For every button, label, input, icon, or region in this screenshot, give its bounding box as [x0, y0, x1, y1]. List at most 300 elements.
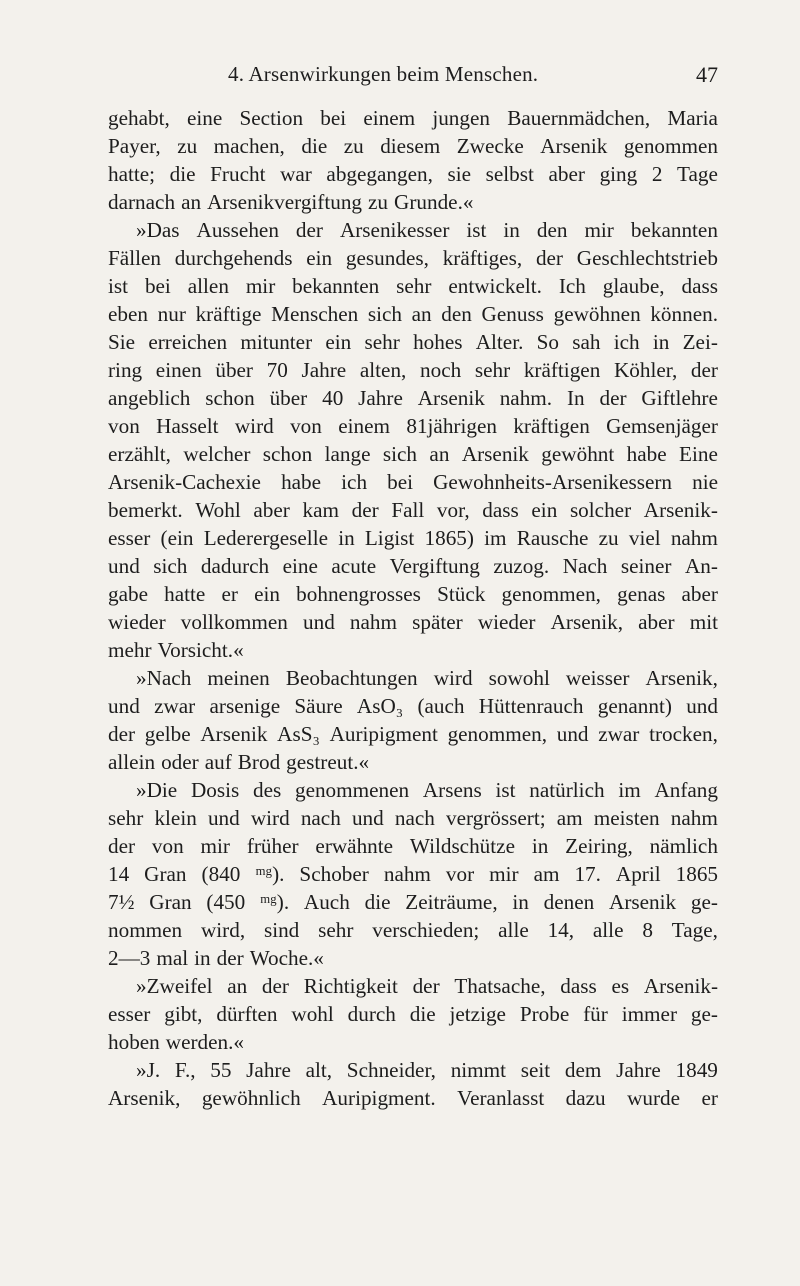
- word: ist: [495, 778, 516, 802]
- text-line: [108, 776, 718, 804]
- word: die: [364, 890, 391, 914]
- word: 8: [642, 918, 653, 942]
- word: Tage: [677, 162, 718, 186]
- word: Jahre: [246, 1058, 291, 1082]
- word: Auch: [303, 890, 350, 914]
- word: Arsenik: [461, 442, 529, 466]
- word: Arsenik: [200, 722, 268, 746]
- word: Arsenikesser: [339, 218, 450, 242]
- word: in: [194, 946, 211, 970]
- word: der: [261, 974, 289, 998]
- word: Gran: [144, 862, 187, 886]
- word: nahm: [349, 610, 397, 634]
- word: ge-: [690, 1002, 718, 1026]
- word: den: [441, 302, 472, 326]
- word: mir: [584, 218, 614, 242]
- word: wird: [234, 414, 274, 438]
- word: hohes: [413, 330, 463, 354]
- word: genommen,: [501, 582, 601, 606]
- word: Arsenik-: [643, 498, 718, 522]
- word: Bauernmädchen,: [507, 106, 651, 130]
- word: Eine: [679, 442, 718, 466]
- word: Grunde.«: [394, 190, 474, 214]
- word: Schober: [299, 862, 369, 886]
- word: 1865: [675, 862, 718, 886]
- word: genas: [617, 582, 666, 606]
- text-line: [108, 720, 718, 748]
- word: können.: [650, 302, 718, 326]
- word: machen,: [213, 134, 285, 158]
- word: Wildschütze: [409, 834, 515, 858]
- word: wieder: [477, 610, 536, 634]
- word: Auripigment: [329, 722, 438, 746]
- word: und: [207, 806, 240, 830]
- word: Arsenik,: [550, 610, 624, 634]
- word: mir: [245, 274, 276, 298]
- word: kräftiges,: [442, 246, 523, 270]
- text-line: [108, 888, 718, 916]
- word: Beobachtungen: [285, 666, 418, 690]
- word: schon: [205, 386, 255, 410]
- word: war: [280, 162, 312, 186]
- word: 1849: [675, 1058, 718, 1082]
- word: ein: [325, 330, 352, 354]
- text-line: [108, 664, 718, 692]
- word: ich: [341, 470, 368, 494]
- word: wurde: [627, 1086, 681, 1110]
- word: trocken,: [649, 722, 718, 746]
- word: Menschen: [271, 302, 359, 326]
- word: Gewohnheits-Arsenikessern: [433, 470, 673, 494]
- word: mir: [200, 834, 230, 858]
- text-line: [108, 1056, 718, 1084]
- word: allen: [187, 274, 229, 298]
- word: dem: [564, 1058, 602, 1082]
- word: dazu: [565, 1086, 606, 1110]
- word: der: [108, 834, 136, 858]
- word: acute: [331, 554, 377, 578]
- word: eben: [108, 302, 148, 326]
- word: der: [108, 722, 136, 746]
- word: AsS₃: [277, 722, 320, 746]
- word: nach: [300, 806, 341, 830]
- word: und: [108, 694, 140, 718]
- word: meisten: [593, 806, 660, 830]
- text-line: [108, 832, 718, 860]
- word: gehabt,: [108, 106, 170, 130]
- word: ein: [254, 582, 281, 606]
- text-line: [108, 608, 718, 636]
- word: Arsenik: [609, 890, 677, 914]
- text-line: [108, 328, 718, 356]
- word: weisser: [565, 666, 630, 690]
- word: aber: [548, 162, 585, 186]
- word: gewöhnen: [553, 302, 641, 326]
- word: 17.: [574, 862, 601, 886]
- word: über: [269, 386, 308, 410]
- word: »Zweifel: [136, 974, 213, 998]
- word: Maria: [667, 106, 718, 130]
- word: gelbe: [144, 722, 191, 746]
- word: nur: [157, 302, 186, 326]
- word: zuzog.: [493, 554, 550, 578]
- word: zu: [177, 134, 198, 158]
- word: sehr: [108, 806, 144, 830]
- word: esser: [108, 526, 151, 550]
- word: habe: [281, 470, 322, 494]
- word: zu: [368, 190, 389, 214]
- word: mir: [489, 862, 519, 886]
- text-line: [108, 552, 718, 580]
- word: nahm: [670, 526, 718, 550]
- text-line: [108, 272, 718, 300]
- word: ich: [613, 330, 640, 354]
- word: nahm.: [499, 386, 553, 410]
- word: Veranlasst: [457, 1086, 545, 1110]
- word: natürlich: [529, 778, 605, 802]
- word: des: [252, 778, 282, 802]
- word: Gemsenjäger: [606, 414, 718, 438]
- word: welcher: [183, 442, 251, 466]
- word: In: [566, 386, 585, 410]
- word: kräftigen: [523, 358, 601, 382]
- word: dass: [681, 274, 718, 298]
- word: wieder: [108, 610, 166, 634]
- word: 14,: [547, 918, 575, 942]
- word: Schneider,: [346, 1058, 436, 1082]
- word: Arsens: [422, 778, 482, 802]
- word: sehr: [318, 918, 354, 942]
- word: »Nach: [136, 666, 192, 690]
- word: Lederergeselle: [203, 526, 328, 550]
- word: Wohl: [195, 498, 241, 522]
- word: »Die: [136, 778, 178, 802]
- word: gibt,: [164, 1002, 203, 1026]
- word: 70: [266, 358, 288, 382]
- word: »J.: [136, 1058, 161, 1082]
- word: Brod: [237, 750, 281, 774]
- word: Anfang: [654, 778, 718, 802]
- word: im: [484, 526, 507, 550]
- word: gestreut.«: [286, 750, 370, 774]
- word: die: [409, 1002, 436, 1026]
- word: lange: [324, 442, 371, 466]
- word: alten,: [359, 358, 407, 382]
- word: habe: [626, 442, 667, 466]
- word: in: [503, 218, 520, 242]
- word: die: [301, 134, 328, 158]
- word: Gran: [149, 890, 192, 914]
- text-line: [108, 636, 718, 664]
- word: und: [303, 610, 335, 634]
- word: für: [583, 1002, 608, 1026]
- word: in: [531, 834, 549, 858]
- word: (450: [206, 890, 246, 914]
- word: vollkommen: [180, 610, 288, 634]
- word: Probe: [519, 1002, 570, 1026]
- word: selbst: [485, 162, 534, 186]
- word: viel: [628, 526, 661, 550]
- text-line: [108, 244, 718, 272]
- word: Vorsicht.«: [157, 638, 244, 662]
- word: Köhler,: [613, 358, 678, 382]
- word: von: [151, 834, 184, 858]
- word: die: [169, 162, 196, 186]
- word: bei: [387, 470, 414, 494]
- word: der: [535, 246, 563, 270]
- text-line: [108, 496, 718, 524]
- word: (840: [201, 862, 241, 886]
- word: Fall: [391, 498, 425, 522]
- text-line: [108, 300, 718, 328]
- word: seiner: [620, 554, 672, 578]
- word: aber: [253, 498, 290, 522]
- word: einen: [155, 358, 202, 382]
- word: vergrössert;: [445, 806, 546, 830]
- word: früher: [246, 834, 299, 858]
- word: abgegangen,: [326, 162, 433, 186]
- word: Aussehen: [196, 218, 279, 242]
- word: ge-: [690, 890, 718, 914]
- word: aber: [638, 610, 675, 634]
- word: genommen,: [447, 722, 548, 746]
- text-line: [108, 692, 718, 720]
- word: mit: [689, 610, 718, 634]
- word: sich: [367, 302, 402, 326]
- word: 7½: [108, 890, 135, 914]
- word: dadurch: [200, 554, 270, 578]
- word: Alter.: [475, 330, 524, 354]
- word: verschieden;: [372, 918, 480, 942]
- word: in: [512, 890, 529, 914]
- word: es: [611, 974, 630, 998]
- word: AsO₃: [356, 694, 404, 718]
- text-line: [108, 916, 718, 944]
- word: bekannten: [292, 274, 380, 298]
- word: entwickelt.: [448, 274, 542, 298]
- word: Jahre: [358, 386, 403, 410]
- word: an: [227, 974, 248, 998]
- word: F.,: [174, 1058, 196, 1082]
- word: 14: [108, 862, 130, 886]
- word: So: [536, 330, 560, 354]
- text-line: [108, 860, 718, 888]
- word: mitunter: [240, 330, 313, 354]
- word: Arsenik-Cachexie: [108, 470, 261, 494]
- word: immer: [621, 1002, 677, 1026]
- word: glaube,: [602, 274, 665, 298]
- word: alt,: [305, 1058, 333, 1082]
- word: der: [351, 498, 379, 522]
- word: wird: [433, 666, 473, 690]
- word: nie: [692, 470, 718, 494]
- word: der: [412, 974, 440, 998]
- word: nimmt: [450, 1058, 507, 1082]
- word: aber: [681, 582, 718, 606]
- word: nämlich: [649, 834, 718, 858]
- word: hatte: [164, 582, 206, 606]
- word: bemerkt.: [108, 498, 183, 522]
- word: Ligist: [364, 526, 415, 550]
- word: Section: [239, 106, 304, 130]
- word: Arsenik: [540, 134, 608, 158]
- word: ist: [108, 274, 129, 298]
- word: denen: [543, 890, 595, 914]
- word: einem: [338, 414, 390, 438]
- word: am: [556, 806, 583, 830]
- word: Stück: [437, 582, 486, 606]
- word: 2: [651, 162, 663, 186]
- text-line: [108, 748, 718, 776]
- word: und: [556, 722, 589, 746]
- word: Payer,: [108, 134, 161, 158]
- text-line: [108, 1028, 718, 1056]
- word: ein: [306, 246, 333, 270]
- word: auf: [204, 750, 232, 774]
- word: solcher: [569, 498, 632, 522]
- word: kräftigen: [513, 414, 590, 438]
- word: dürften: [216, 1002, 278, 1026]
- word: Arsenik: [417, 386, 485, 410]
- word: Säure: [294, 694, 343, 718]
- word: sah: [572, 330, 601, 354]
- word: der: [599, 386, 627, 410]
- word: Hasselt: [156, 414, 219, 438]
- word: diesem: [380, 134, 441, 158]
- text-line: [108, 944, 718, 972]
- word: Arsenik,: [108, 1086, 181, 1110]
- word: werden.«: [165, 1030, 245, 1054]
- word: hoben: [108, 1030, 160, 1054]
- word: Sie: [108, 330, 136, 354]
- word: ᵐᵍ).: [255, 862, 285, 886]
- word: alle: [498, 918, 529, 942]
- body-text: [108, 104, 718, 1112]
- word: der: [295, 218, 323, 242]
- word: sehr: [396, 274, 432, 298]
- text-line: [108, 384, 718, 412]
- word: Hüttenrauch: [478, 694, 584, 718]
- word: Zwecke: [456, 134, 524, 158]
- word: bohnengrosses: [296, 582, 421, 606]
- word: der: [216, 946, 244, 970]
- word: in: [652, 330, 670, 354]
- word: sehr: [364, 330, 400, 354]
- running-header: [108, 62, 718, 92]
- word: gesundes,: [345, 246, 429, 270]
- word: kam: [302, 498, 339, 522]
- word: Nach: [562, 554, 608, 578]
- word: Zeiträume,: [405, 890, 498, 914]
- word: von: [108, 414, 140, 438]
- word: nahm: [670, 806, 718, 830]
- word: (auch: [417, 694, 465, 718]
- word: sind: [263, 918, 300, 942]
- word: an: [429, 442, 450, 466]
- chapter-title: 4. Arsenwirkungen beim Menschen.: [228, 62, 539, 86]
- word: wird,: [200, 918, 246, 942]
- text-line: [108, 468, 718, 496]
- word: zwar: [598, 722, 640, 746]
- word: erwähnte: [315, 834, 394, 858]
- word: Arsenikvergiftung: [207, 190, 363, 214]
- word: sich: [382, 442, 418, 466]
- word: 55: [210, 1058, 232, 1082]
- word: Arsenik,: [645, 666, 718, 690]
- word: wird: [250, 806, 290, 830]
- word: zu: [598, 526, 619, 550]
- word: im: [618, 778, 641, 802]
- word: den: [536, 218, 568, 242]
- word: schon: [262, 442, 313, 466]
- word: 2—3: [108, 946, 151, 970]
- word: noch: [420, 358, 462, 382]
- word: und: [686, 694, 718, 718]
- word: vor: [445, 862, 475, 886]
- word: alle: [592, 918, 624, 942]
- text-line: [108, 160, 718, 188]
- word: ein: [531, 498, 558, 522]
- word: und: [351, 806, 384, 830]
- word: Ich: [558, 274, 586, 298]
- text-line: [108, 412, 718, 440]
- word: Arsenik-: [643, 974, 718, 998]
- word: sowohl: [488, 666, 550, 690]
- word: in: [338, 526, 355, 550]
- word: Zei-: [682, 330, 718, 354]
- word: nahm: [383, 862, 431, 886]
- word: Jahre: [301, 358, 347, 382]
- word: sich: [153, 554, 188, 578]
- word: ring: [108, 358, 143, 382]
- word: Giftlehre: [641, 386, 718, 410]
- word: durchgehends: [174, 246, 293, 270]
- word: darnach: [108, 190, 176, 214]
- text-line: [108, 1000, 718, 1028]
- word: seit: [520, 1058, 551, 1082]
- word: arsenige: [209, 694, 281, 718]
- word: sie: [447, 162, 472, 186]
- word: dass: [482, 498, 519, 522]
- word: sehr: [474, 358, 511, 382]
- word: Jahre: [616, 1058, 661, 1082]
- word: genannt): [597, 694, 672, 718]
- word: durch: [347, 1002, 396, 1026]
- word: Dosis: [190, 778, 240, 802]
- word: hatte;: [108, 162, 156, 186]
- word: er: [701, 1086, 718, 1110]
- word: genommen: [623, 134, 718, 158]
- word: erzählt,: [108, 442, 171, 466]
- word: jetzige: [449, 1002, 506, 1026]
- text-line: [108, 356, 718, 384]
- word: nommen: [108, 918, 183, 942]
- word: von: [290, 414, 322, 438]
- word: 40: [322, 386, 344, 410]
- word: zwar: [154, 694, 196, 718]
- word: bei: [320, 106, 347, 130]
- word: Richtigkeit: [303, 974, 398, 998]
- word: ist: [466, 218, 487, 242]
- word: Auripigment.: [322, 1086, 436, 1110]
- word: April: [615, 862, 661, 886]
- page-number: 47: [696, 62, 718, 87]
- word: Frucht: [210, 162, 266, 186]
- word: kräftige: [195, 302, 262, 326]
- word: 81jährigen: [406, 414, 497, 438]
- word: Zeiring,: [565, 834, 633, 858]
- word: mal: [156, 946, 189, 970]
